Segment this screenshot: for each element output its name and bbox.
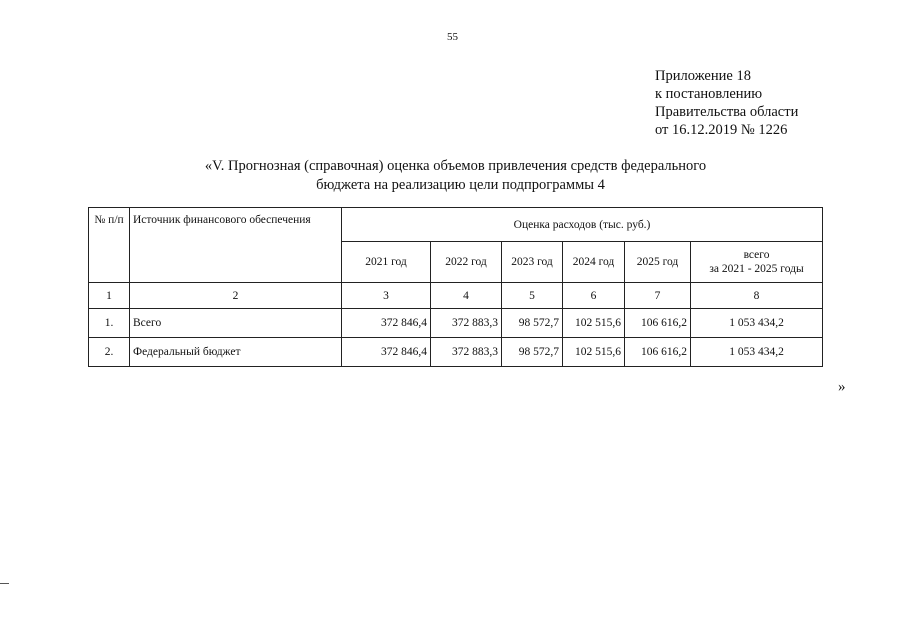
page-number: 55 <box>447 31 458 43</box>
row-total: 1 053 434,2 <box>691 309 823 338</box>
header-total <box>691 242 823 283</box>
title-line: бюджета на реализацию цели подпрограммы 4 <box>316 177 605 193</box>
column-number: 8 <box>691 283 823 309</box>
header-total-line2: за 2021 - 2025 годы <box>709 263 804 275</box>
row-value-2023: 98 572,7 <box>502 338 563 367</box>
appendix-block <box>655 67 798 139</box>
row-value-2022: 372 883,3 <box>431 309 502 338</box>
row-num: 2. <box>89 338 130 367</box>
column-number: 2 <box>130 283 342 309</box>
row-value-2024: 102 515,6 <box>563 338 625 367</box>
header-total-line1: всего <box>743 249 770 261</box>
header-estimate: Оценка расходов (тыс. руб.) <box>342 208 823 242</box>
row-value-2025: 106 616,2 <box>625 338 691 367</box>
row-value-2022: 372 883,3 <box>431 338 502 367</box>
appendix-line: от 16.12.2019 № 1226 <box>655 122 788 138</box>
header-num: № п/п <box>89 208 130 283</box>
column-number: 3 <box>342 283 431 309</box>
column-number: 1 <box>89 283 130 309</box>
header-source: Источник финансового обеспечения <box>130 208 342 283</box>
table-row <box>89 338 823 367</box>
header-year-2023: 2023 год <box>502 242 563 283</box>
row-value-2021: 372 846,4 <box>342 309 431 338</box>
section-title <box>0 157 905 195</box>
appendix-line: к постановлению <box>655 86 763 102</box>
row-value-2025: 106 616,2 <box>625 309 691 338</box>
header-year-2022: 2022 год <box>431 242 502 283</box>
column-number: 7 <box>625 283 691 309</box>
row-num: 1. <box>89 309 130 338</box>
title-line: «V. Прогнозная (справочная) оценка объемов привлечения средств федерального <box>204 158 707 174</box>
financing-table <box>88 207 823 367</box>
appendix-line: Приложение 18 <box>655 68 751 84</box>
table-row <box>89 309 823 338</box>
header-year-2021: 2021 год <box>342 242 431 283</box>
margin-mark <box>0 583 9 584</box>
closing-quote: » <box>838 379 846 395</box>
row-source: Федеральный бюджет <box>130 338 342 367</box>
appendix-line: Правительства области <box>655 104 799 120</box>
column-number: 4 <box>431 283 502 309</box>
header-year-2024: 2024 год <box>563 242 625 283</box>
header-year-2025: 2025 год <box>625 242 691 283</box>
row-value-2023: 98 572,7 <box>502 309 563 338</box>
row-source: Всего <box>130 309 342 338</box>
row-total: 1 053 434,2 <box>691 338 823 367</box>
column-number-row <box>89 283 823 309</box>
row-value-2021: 372 846,4 <box>342 338 431 367</box>
column-number: 5 <box>502 283 563 309</box>
row-value-2024: 102 515,6 <box>563 309 625 338</box>
column-number: 6 <box>563 283 625 309</box>
